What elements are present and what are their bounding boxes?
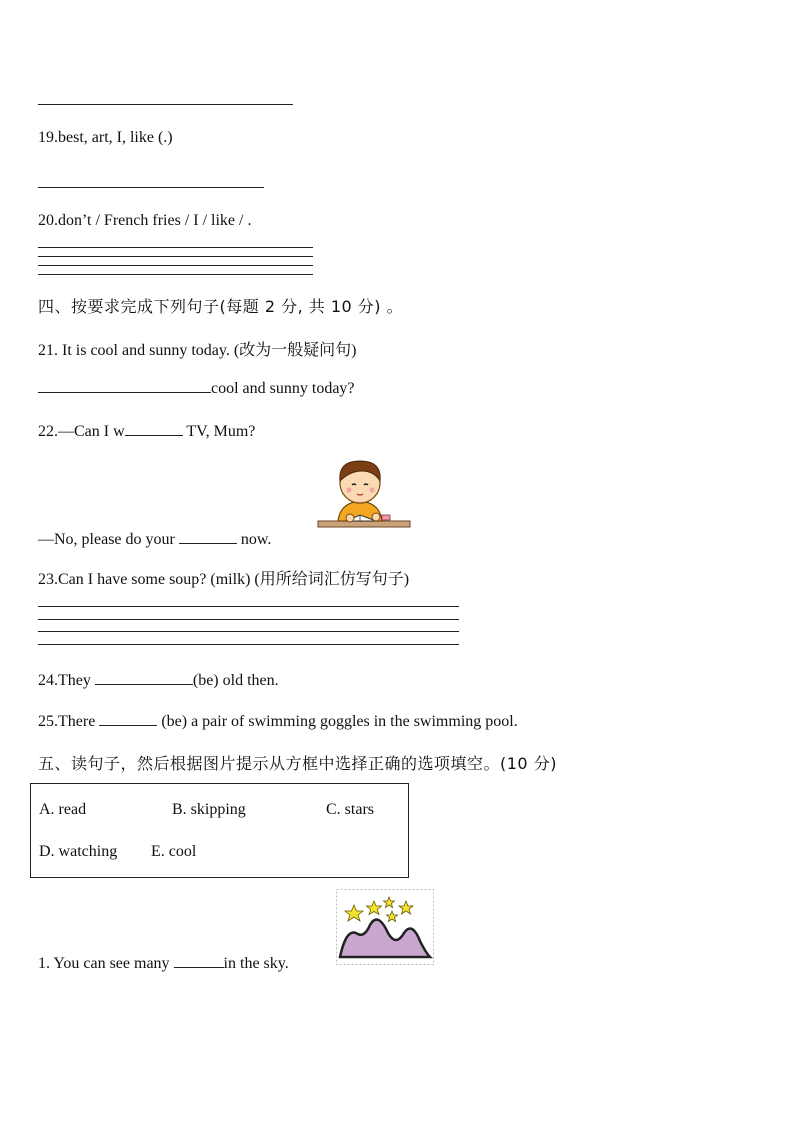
option-b: B. skipping [172,801,246,818]
question-22-line-1 [38,421,255,441]
question-22-line-2 [38,529,271,549]
question-23: 23.Can I have some soup? (milk) (用所给词汇仿写句子) [38,571,410,588]
question-19: 19.best, art, I, like (.) [38,129,173,146]
answer-blank-22-2[interactable] [179,529,237,544]
writing-line-23-1[interactable] [38,606,459,607]
options-box [30,783,409,878]
writing-line-23-3[interactable] [38,631,459,632]
option-e: E. cool [151,843,197,860]
question-21-answer-suffix: cool and sunny today? [211,380,355,397]
section-5-heading: 五、读句子，然后根据图片提示从方框中选择正确的选项填空。(10 分) [38,754,557,773]
writing-line-23-2[interactable] [38,619,459,620]
stars-over-mountains-illustration [336,889,434,965]
writing-line-23-4[interactable] [38,644,459,645]
question-21-answer-row [38,378,355,398]
question-20: 20.don’t / French fries / I / like / . [38,212,252,229]
answer-line-19[interactable] [38,187,264,188]
item-1-suffix: in the sky. [223,955,289,972]
question-22-reply-suffix: now. [236,531,272,548]
answer-line-18[interactable] [38,104,293,105]
writing-line-20-2[interactable] [38,256,313,257]
option-c: C. stars [326,801,374,818]
answer-blank-24[interactable] [95,670,193,685]
option-a: A. read [39,801,87,818]
writing-line-20-4[interactable] [38,274,313,275]
question-22-suffix: TV, Mum? [182,423,256,440]
question-24-suffix: (be) old then. [192,672,279,689]
section-4-heading: 四、按要求完成下列句子(每题 2 分, 共 10 分) 。 [38,297,404,316]
question-25 [38,711,518,731]
question-24-prefix: 24.They [38,672,95,689]
question-22-reply-prefix: —No, please do your [38,531,179,548]
question-24 [38,670,279,690]
writing-line-20-3[interactable] [38,265,313,266]
answer-blank-item-1[interactable] [174,953,224,968]
answer-blank-21[interactable] [38,378,211,393]
answer-blank-22-1[interactable] [125,421,183,436]
boy-doing-homework-illustration [316,455,412,543]
item-1-prefix: 1. You can see many [38,955,174,972]
question-22-prefix: 22.—Can I w [38,423,125,440]
question-25-suffix: (be) a pair of swimming goggles in the swimming pool. [157,713,518,730]
question-21: 21. It is cool and sunny today. (改为一般疑问句) [38,342,357,359]
exercise-item-1 [38,953,289,973]
answer-blank-25[interactable] [99,711,157,726]
writing-line-20-1[interactable] [38,247,313,248]
option-d: D. watching [39,843,118,860]
question-25-prefix: 25.There [38,713,100,730]
